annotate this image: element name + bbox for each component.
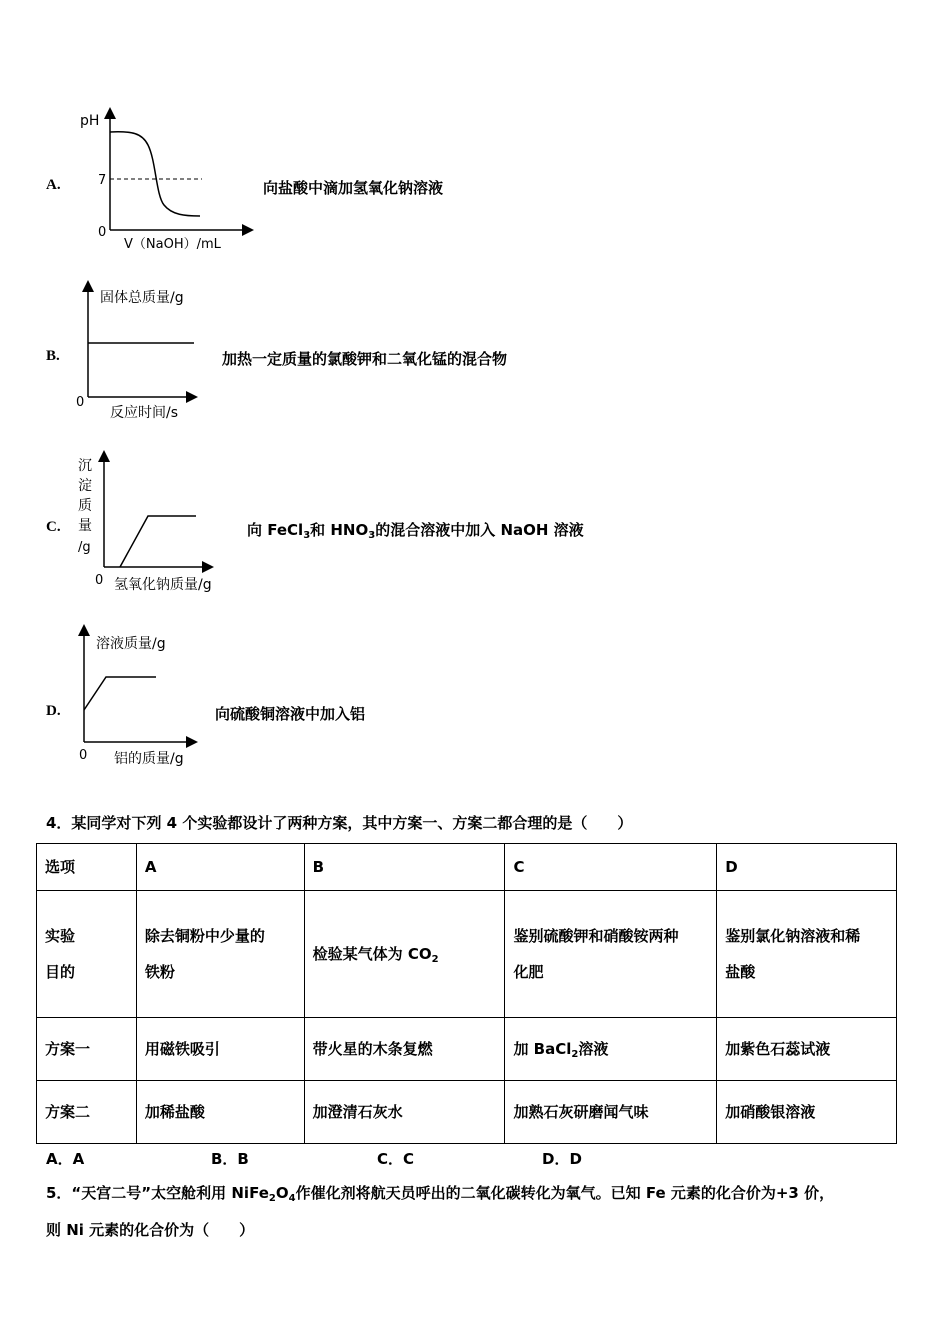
- q5-stem-line2: 则 Ni 元素的化合价为（ ）: [46, 1221, 255, 1239]
- plan1-a-cell: 用磁铁吸引: [136, 1018, 304, 1081]
- table-row: [37, 844, 897, 891]
- option-d-letter: D.: [46, 703, 61, 719]
- table-row: [37, 891, 897, 1018]
- graph-b-y-label: 固体总质量/g: [100, 290, 184, 306]
- plan1-b-cell: 带火星的木条复燃: [304, 1018, 505, 1081]
- answer-choice-b[interactable]: B．B: [211, 1150, 249, 1168]
- graph-c-curve: [120, 516, 196, 567]
- header-cell-b: B: [304, 844, 505, 891]
- plan2-d-cell: 加硝酸银溶液: [717, 1081, 897, 1144]
- header-cell-a: A: [136, 844, 304, 891]
- table-row: [37, 1081, 897, 1144]
- graph-c-origin: 0: [95, 573, 104, 588]
- option-a-description: 向盐酸中滴加氢氧化钠溶液: [263, 179, 444, 197]
- option-d-description: 向硫酸铜溶液中加入铝: [215, 705, 366, 723]
- graph-d: [70, 622, 220, 772]
- purpose-d-cell: 鉴别氯化钠溶液和稀 盐酸: [717, 891, 897, 1018]
- purpose-c-cell: 鉴别硫酸钾和硝酸铵两种 化肥: [505, 891, 717, 1018]
- table-row: [37, 1018, 897, 1081]
- answer-choice-a[interactable]: A．A: [46, 1150, 85, 1168]
- plan1-d-cell: 加紫色石蕊试液: [717, 1018, 897, 1081]
- graph-a-curve: [110, 132, 200, 216]
- graph-c-x-label: 氢氧化钠质量/g: [114, 577, 212, 593]
- plan1-label-cell: 方案一: [37, 1018, 137, 1081]
- option-c-letter: C.: [46, 519, 61, 535]
- q5-stem-line1: 5．“天宫二号”太空舱利用 $NiFe_2O_4$作催化剂将航天员呼出的二氧化碳转化为氧气。已知 Fe 元素的化合价为+3 价，: [46, 1184, 835, 1204]
- header-cell-option: 选项: [37, 844, 137, 891]
- plan1-c-cell: 加 BaCl$_2$溶液: [505, 1018, 717, 1081]
- graph-c-y-label-4: 量: [78, 518, 92, 534]
- plan2-c-cell: 加熟石灰研磨闻气味: [505, 1081, 717, 1144]
- header-cell-c: C: [505, 844, 717, 891]
- option-b-letter: B.: [46, 348, 60, 364]
- graph-c: [70, 450, 250, 600]
- graph-c-y-label-3: 质: [78, 498, 92, 514]
- option-b-description: 加热一定质量的氯酸钾和二氧化锰的混合物: [222, 350, 508, 368]
- graph-c-y-label-1: 沉: [78, 458, 92, 474]
- graph-c-y-label-5: /g: [78, 540, 91, 555]
- graph-a: [70, 105, 260, 255]
- purpose-a-cell: 除去铜粉中少量的 铁粉: [136, 891, 304, 1018]
- plan2-a-cell: 加稀盐酸: [136, 1081, 304, 1144]
- answer-choice-d[interactable]: D．D: [542, 1150, 582, 1168]
- option-a-letter: A.: [46, 177, 61, 193]
- graph-b-x-label: 反应时间/s: [110, 405, 179, 421]
- graph-a-x-label: V（NaOH）/mL: [124, 237, 221, 252]
- plan2-label-cell: 方案二: [37, 1081, 137, 1144]
- graph-b-origin: 0: [76, 395, 85, 410]
- header-cell-d: D: [717, 844, 897, 891]
- q4-table: [36, 843, 897, 1144]
- graph-d-curve: [84, 677, 156, 710]
- graph-b: [70, 278, 240, 428]
- graph-d-y-label: 溶液质量/g: [96, 636, 166, 652]
- graph-a-y-label: pH: [80, 113, 100, 129]
- purpose-label-cell: 实验 目的: [37, 891, 137, 1018]
- graph-d-origin: 0: [79, 748, 88, 763]
- answer-choice-c[interactable]: C．C: [377, 1150, 415, 1168]
- option-c-description: 向 FeCl$_3$和 $HNO_3$的混合溶液中加入 NaOH 溶液: [247, 521, 584, 541]
- purpose-b-cell: 检验某气体为 $CO_2$: [304, 891, 505, 1018]
- graph-d-x-label: 铝的质量/g: [114, 751, 184, 767]
- graph-c-y-label-2: 淀: [78, 478, 92, 494]
- graph-a-y-tick: 7: [98, 173, 107, 188]
- graph-a-origin: 0: [98, 225, 107, 240]
- plan2-b-cell: 加澄清石灰水: [304, 1081, 505, 1144]
- q4-stem: 4．某同学对下列 4 个实验都设计了两种方案，其中方案一、方案二都合理的是（ ）: [46, 814, 633, 832]
